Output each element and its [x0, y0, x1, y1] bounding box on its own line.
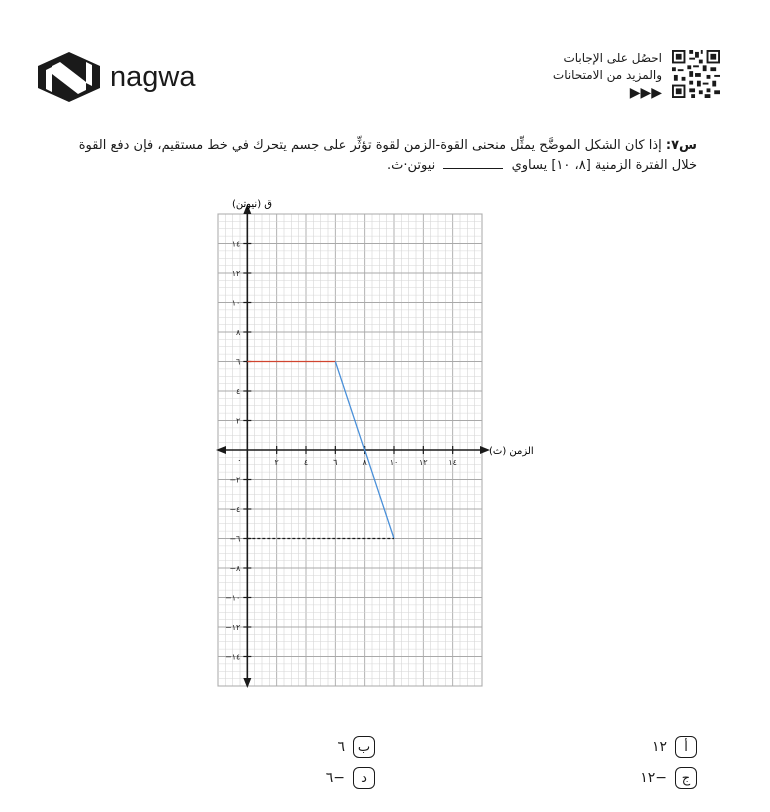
choice-b-letter: ب	[353, 736, 375, 758]
x-tick-label: ١٢	[419, 458, 428, 467]
choice-c-letter: ج	[675, 767, 697, 789]
x-tick-label: ١٤	[448, 458, 457, 467]
choice-b[interactable]	[337, 736, 375, 758]
y-axis-label: ق (نيوتن)	[231, 199, 273, 210]
choice-b-value: ٦	[337, 739, 345, 755]
y-tick-label: −٦	[229, 534, 241, 544]
y-tick-label: ٦	[236, 357, 241, 367]
promo-line-1: احصُل على الإجابات	[563, 51, 662, 65]
x-tick-label: ٦	[333, 458, 338, 467]
y-tick-label: ١٤	[231, 239, 241, 249]
question-body: إذا كان الشكل الموضَّح يمثِّل منحنى القوة-الزمن لقوة تؤثِّر على جسم يتحرك في خط مستقيم، فإن دفع القوة خلال الفترة الزمنية [٨، ١٠] يساوي	[78, 138, 697, 173]
choice-a[interactable]	[652, 736, 697, 758]
y-tick-label: ٨	[236, 328, 241, 337]
brand-name: nagwa	[110, 60, 196, 93]
y-tick-label: ٤	[236, 387, 241, 396]
choice-d[interactable]	[326, 767, 375, 789]
x-tick-label: ٢	[274, 458, 279, 467]
question-number: س٧:	[665, 138, 697, 153]
choice-a-letter: أ	[675, 736, 697, 758]
y-tick-label: −٢	[229, 475, 241, 485]
y-tick-label: −٨	[229, 564, 241, 573]
choice-d-value: −٦	[325, 770, 345, 786]
y-tick-label: −١٤	[225, 652, 241, 662]
promo-line-2: والمزيد من الامتحانات	[552, 68, 662, 82]
y-tick-label: ٢	[236, 416, 241, 426]
y-tick-label: ١٠	[231, 298, 241, 308]
x-tick-label: ٤	[303, 458, 309, 467]
y-tick-label: −١٢	[225, 623, 241, 632]
y-tick-label: ١٢	[231, 269, 241, 278]
choice-a-value: ١٢	[651, 739, 667, 755]
choice-d-letter: د	[353, 767, 375, 789]
choice-c-value: −١٢	[640, 770, 667, 786]
origin-label: ٠	[237, 456, 242, 465]
choice-c[interactable]	[640, 767, 697, 789]
x-axis-label: الزمن (ث)	[489, 446, 534, 457]
y-tick-label: −١٠	[225, 593, 241, 603]
x-tick-label: ٨	[362, 458, 367, 467]
y-tick-label: −٤	[229, 505, 241, 514]
x-tick-label: ١٠	[389, 458, 399, 467]
promo-arrows-icon: ▶▶▶	[629, 85, 662, 101]
question-unit: نيوتن·ث.	[387, 158, 436, 173]
